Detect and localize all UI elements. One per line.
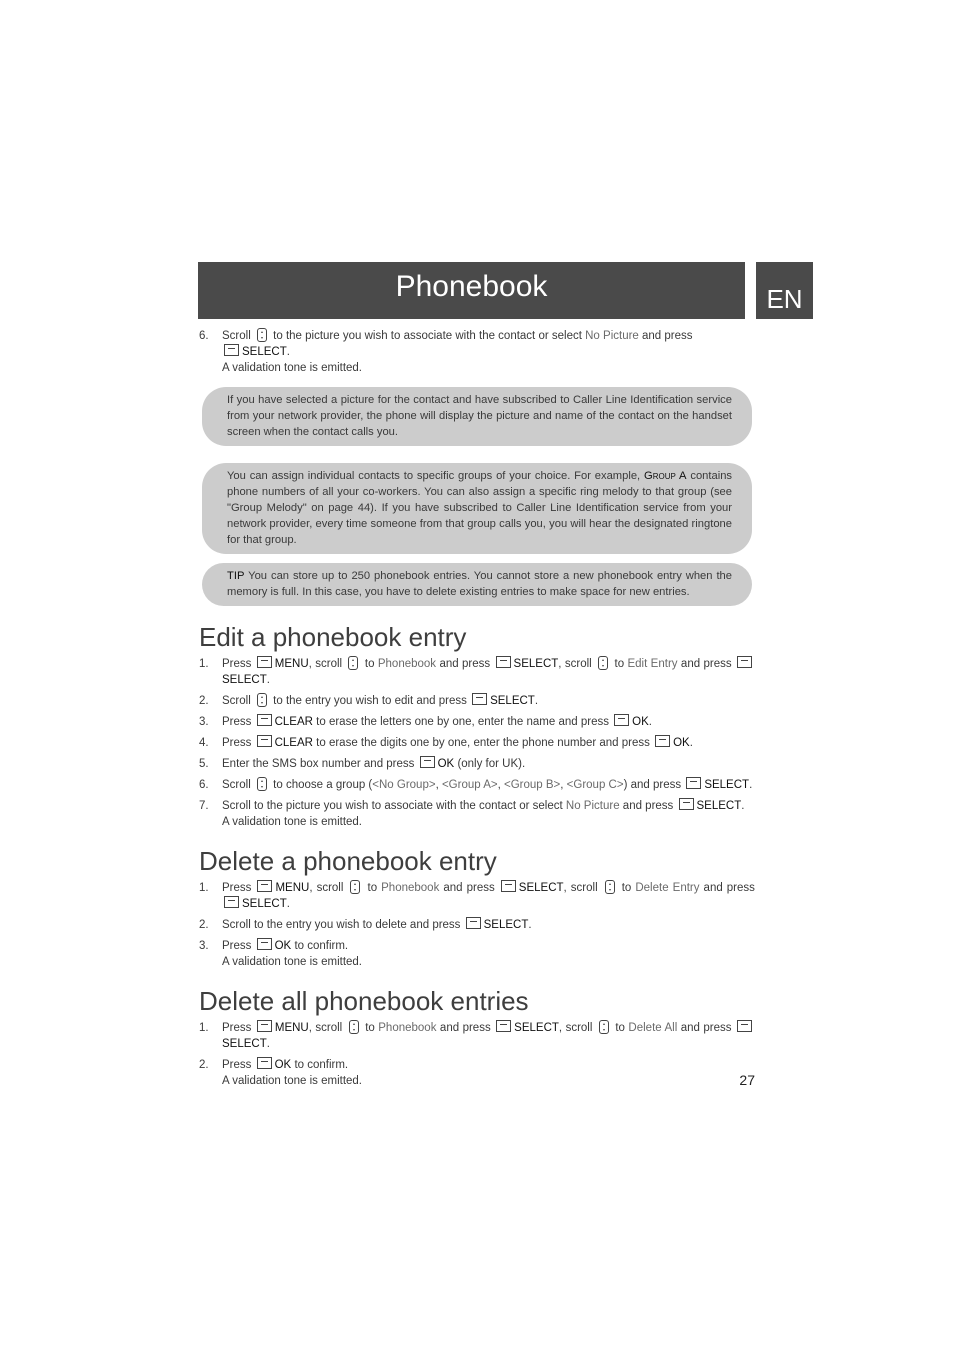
list-item: 1. Press MENU, scroll to Phonebook and press SELECT, scroll to Delete All and press SELECT. [199,1020,755,1052]
page-number: 27 [739,1072,755,1088]
navigation-key-icon [257,693,267,707]
softkey-icon [737,656,752,668]
page-title: Phonebook [395,270,548,303]
list-item: 2. Scroll to the entry you wish to edit and press SELECT. [199,695,539,707]
softkey-icon [257,938,272,950]
softkey-icon [257,1057,272,1069]
softkey-icon [466,917,481,929]
list-item: 2. Press OK to confirm. A validation tone is emitted. [199,1059,362,1087]
navigation-key-icon [605,880,615,894]
edit-steps [199,656,755,830]
delete-steps [199,880,755,970]
section-heading-delete: Delete a phonebook entry [199,846,497,876]
softkey-icon [679,798,694,810]
softkey-icon [257,735,272,747]
navigation-key-icon [598,656,608,670]
list-item: 6. Scroll to the picture you wish to associate with the contact or select No Picture and press SELECT. A validation tone is emitted. [199,330,693,374]
language-tab: EN [756,262,813,319]
header-bar [198,262,745,319]
softkey-icon [420,756,435,768]
softkey-icon [496,656,511,668]
softkey-icon [224,896,239,908]
softkey-icon [501,880,516,892]
navigation-key-icon [257,328,267,342]
tip-note: TIP You can store up to 250 phonebook entries. You cannot store a new phonebook entry when the memory is full. In this case, you have to delete existing entries to make space for new entries. [202,563,752,606]
softkey-icon [257,656,272,668]
list-item: 5. Enter the SMS box number and press OK (only for UK). [199,758,526,770]
list-item: 3. Press OK to confirm. A validation tone is emitted. [199,940,362,968]
softkey-icon [614,714,629,726]
content [199,328,755,1094]
list-item: 1. Press MENU, scroll to Phonebook and press SELECT, scroll to Delete Entry and press SELECT. [199,882,755,910]
softkey-icon [686,777,701,789]
list-item: 4. Press CLEAR to erase the digits one by one, enter the phone number and press OK. [199,737,693,749]
softkey-icon [257,1020,272,1032]
softkey-icon [257,880,272,892]
delete-all-steps [199,1020,755,1089]
section-heading-delete-all: Delete all phonebook entries [199,986,529,1016]
softkey-icon [472,693,487,705]
list-item: 3. Press CLEAR to erase the letters one by one, enter the name and press OK. [199,716,652,728]
softkey-icon [224,344,239,356]
navigation-key-icon [599,1020,609,1034]
section-heading-edit: Edit a phonebook entry [199,622,467,652]
navigation-key-icon [350,880,360,894]
softkey-icon [257,714,272,726]
softkey-icon [496,1020,511,1032]
list-item: 2. Scroll to the entry you wish to delete and press SELECT. [199,919,532,931]
softkey-icon [737,1020,752,1032]
softkey-icon [655,735,670,747]
navigation-key-icon [348,656,358,670]
navigation-key-icon [349,1020,359,1034]
list-item: 6. Scroll to choose a group (<No Group>, <Group A>, <Group B>, <Group C>) and press SELECT. [199,779,753,791]
navigation-key-icon [257,777,267,791]
intro-steps [199,328,755,376]
list-item: 1. Press MENU, scroll to Phonebook and press SELECT, scroll to Edit Entry and press SELECT. [199,656,755,688]
info-note: If you have selected a picture for the contact and have subscribed to Caller Line Identification service from your network provider, the phone will display the picture and name of the contact on the handset screen when the contact calls you. [202,387,752,446]
list-item: 7. Scroll to the picture you wish to associate with the contact or select No Picture and press SELECT. A validation tone is emitted. [199,800,745,828]
info-note: You can assign individual contacts to specific groups of your choice. For example, Group A contains phone numbers of all your co-workers. You can also assign a specific ring melody to that group (see "Group Melody" on page 44). If you have subscribed to Caller Line Identification service from your network provider, every time someone from that group calls you, you will hear the designated ringtone for that group. [202,463,752,554]
